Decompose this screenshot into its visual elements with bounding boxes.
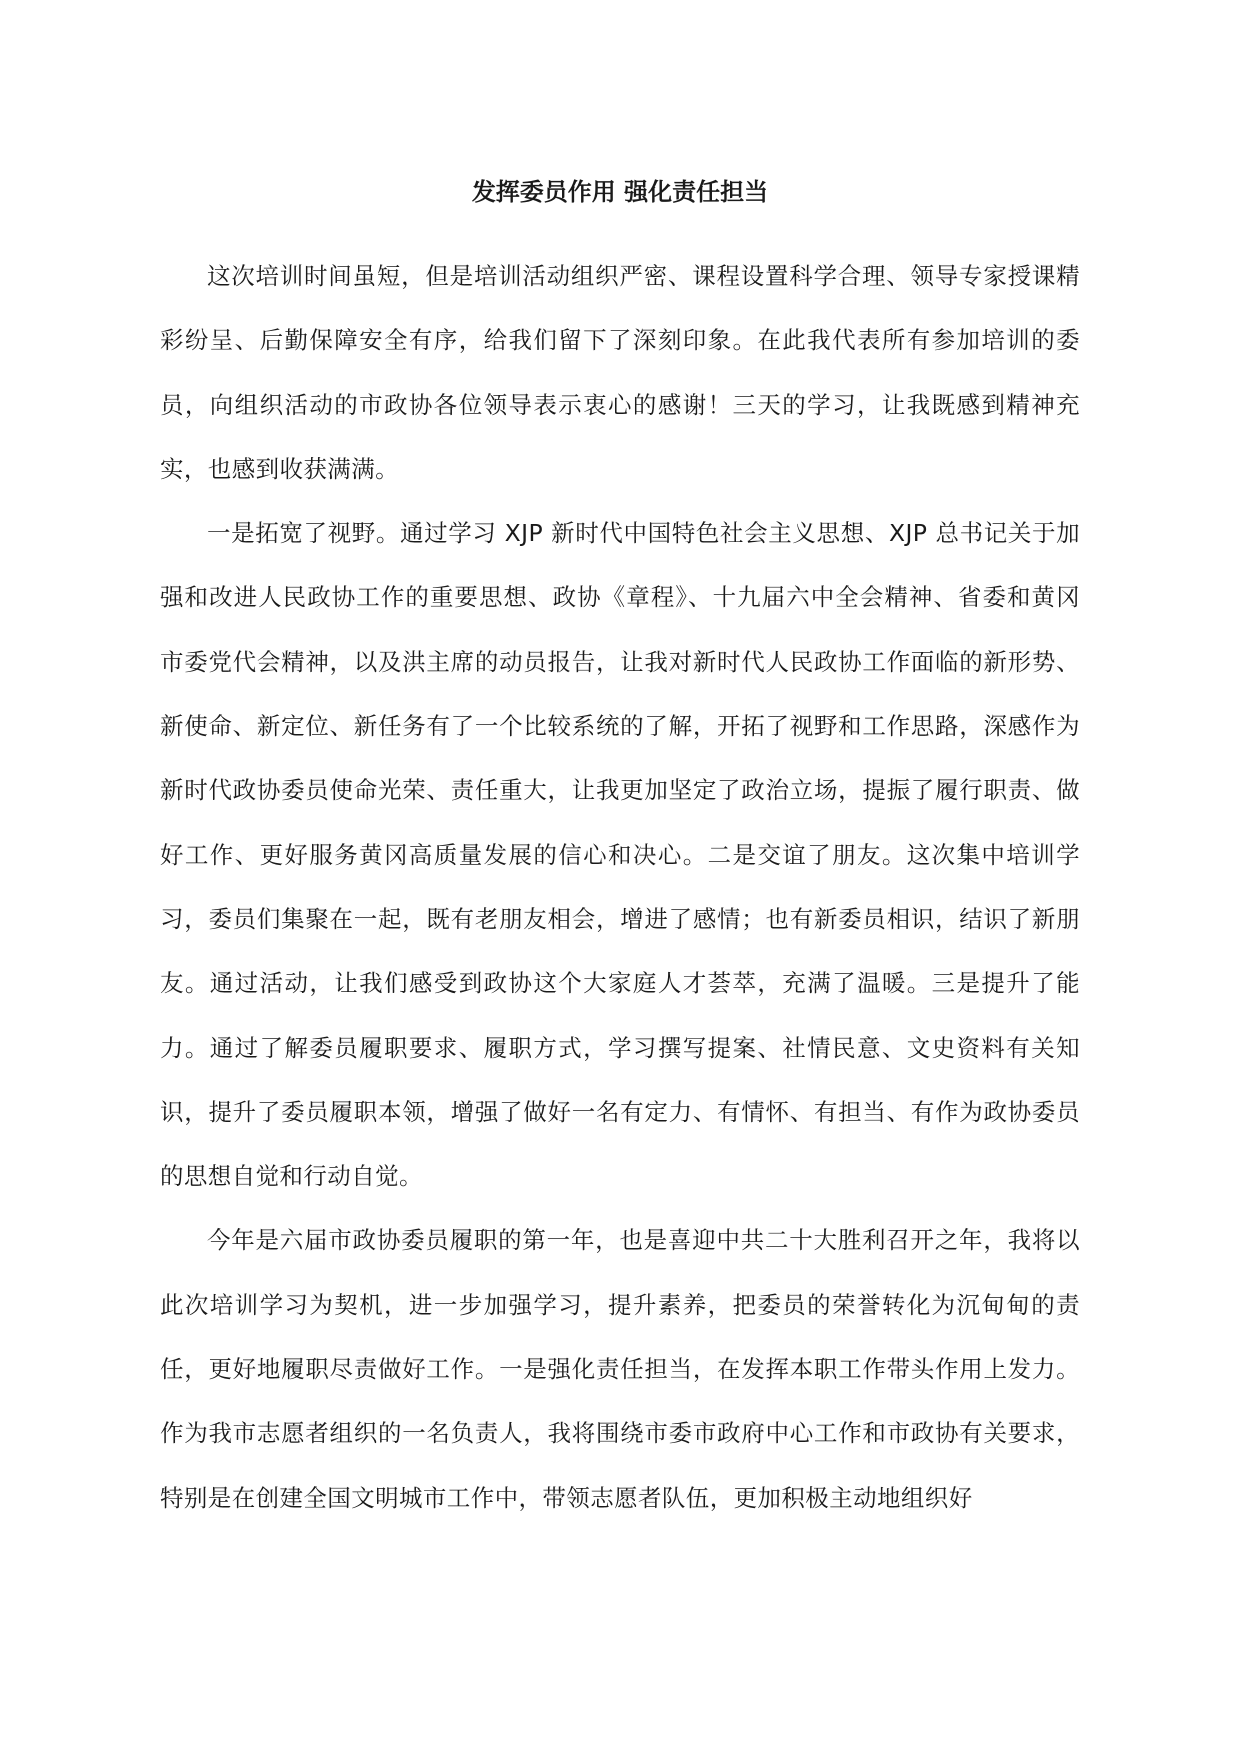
paragraph-1: 这次培训时间虽短，但是培训活动组织严密、课程设置科学合理、领导专家授课精彩纷呈、后勤保障安全有序，给我们留下了深刻印象。在此我代表所有参加培训的委员，向组织活动的市政协各位领导表示衷心的感谢！三天的学习，让我既感到精神充实，也感到收获满满。 bbox=[160, 262, 1080, 483]
paragraph-2: 一是拓宽了视野。通过学习 XJP 新时代中国特色社会主义思想、XJP 总书记关于加强和改进人民政协工作的重要思想、政协《章程》、十九届六中全会精神、省委和黄冈市委党代会精神，以及洪主席的动员报告，让我对新时代人民政协工作面临的新形势、新使命、新定位、新任务有了一个比较系统的了解，开拓了视野和工作思路，深感作为新时代政协委员使命光荣、责任重大，让我更加坚定了政治立场，提振了履行职责、做好工作、更好服务黄冈高质量发展的信心和决心。二是交谊了朋友。这次集中培训学习，委员们集聚在一起，既有老朋友相会，增进了感情；也有新委员相识，结识了新朋友。通过活动，让我们感受到政协这个大家庭人才荟萃，充满了温暖。三是提升了能力。通过了解委员履职要求、履职方式，学习撰写提案、社情民意、文史资料有关知识，提升了委员履职本领，增强了做好一名有定力、有情怀、有担当、有作为政协委员的思想自觉和行动自觉。 bbox=[160, 519, 1080, 1191]
document-body bbox=[160, 244, 1080, 1530]
paragraph-3: 今年是六届市政协委员履职的第一年，也是喜迎中共二十大胜利召开之年，我将以此次培训学习为契机，进一步加强学习，提升素养，把委员的荣誉转化为沉甸甸的责任，更好地履职尽责做好工作。一是强化责任担当，在发挥本职工作带头作用上发力。作为我市志愿者组织的一名负责人，我将围绕市委市政府中心工作和市政协有关要求，特别是在创建全国文明城市工作中，带领志愿者队伍，更加积极主动地组织好 bbox=[160, 1226, 1080, 1512]
document-title: 发挥委员作用 强化责任担当 bbox=[471, 178, 769, 206]
